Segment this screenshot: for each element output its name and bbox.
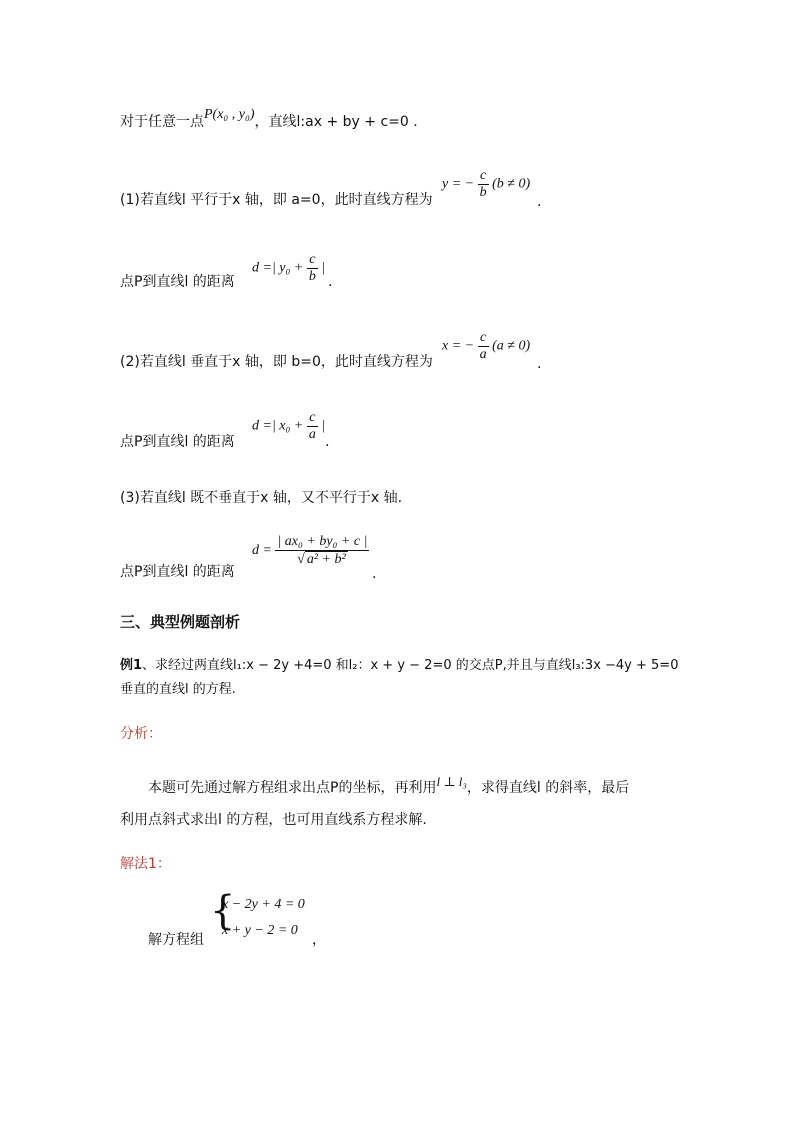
case2-den: a: [479, 347, 487, 362]
example-text-1: 、求经过两直线l₁:x − 2y +4=0 和l₂：x + y − 2=0 的交点P,并且与直线l₃:3x −4y + 5=0: [142, 658, 679, 673]
case2-formula-left: x = −: [442, 338, 475, 354]
equation-1: x − 2y + 4 = 0: [222, 897, 305, 912]
case2-cond: (a ≠ 0): [492, 338, 531, 354]
dist2-den: a: [308, 427, 316, 442]
dist3-left: d =: [252, 543, 272, 559]
perpendicular-formula: l ⊥ l₃: [436, 774, 467, 789]
explanation-line-1: [148, 774, 630, 798]
equation-2: x + y − 2 = 0: [222, 923, 298, 938]
case1-formula-left: y = −: [442, 176, 475, 192]
dist1-line: [120, 272, 235, 292]
analysis-label: 分析：: [120, 726, 162, 742]
case1-end: .: [537, 194, 542, 210]
case3-line: [120, 488, 402, 508]
case2-line: [120, 352, 433, 372]
explanation-b: ，求得直线l 的斜率，最后: [466, 780, 630, 796]
dist1-left: d =| y₀ +: [252, 260, 304, 276]
case1-den: b: [479, 185, 487, 200]
case2-formula: [442, 330, 530, 363]
case1-text: (1)若直线l 平行于x 轴，即 a=0，此时直线方程为: [120, 192, 433, 208]
case3-text: (3)若直线l 既不垂直于x 轴，又不平行于x 轴.: [120, 490, 403, 506]
dist2-left: d =| x₀ +: [252, 418, 304, 434]
example-line-1: [120, 656, 678, 676]
case2-num: c: [478, 330, 489, 347]
point-p: P(x₀ , y₀): [204, 107, 255, 122]
system-prefix: 解方程组: [148, 932, 204, 948]
case1-cond: (b ≠ 0): [492, 176, 531, 192]
case1-num: c: [478, 168, 489, 185]
explanation-a: 本题可先通过解方程组求出点P的坐标，再利用: [148, 780, 437, 796]
dist1-right: |: [321, 260, 326, 276]
dist1-formula: [252, 252, 325, 285]
intro-line: [120, 107, 418, 133]
dist2-text: 点P到直线l 的距离: [120, 434, 235, 450]
dist2-end: .: [325, 434, 330, 450]
dist3-end: .: [372, 566, 377, 582]
dist1-end: .: [328, 274, 333, 290]
dist3-den: a² + b²: [306, 552, 346, 567]
dist3-formula: d = $\frac{\text{| ax₀ + by₀ + c |}}{\text{√ a² + b²}}$: [252, 534, 368, 567]
case2-end: .: [537, 356, 542, 372]
intro-prefix: 对于任意一点: [120, 114, 204, 130]
left-brace: {: [210, 888, 236, 934]
case2-text: (2)若直线l 垂直于x 轴，即 b=0，此时直线方程为: [120, 354, 433, 370]
dist2-formula: [252, 410, 325, 443]
dist2-num: c: [307, 410, 318, 427]
dist1-text: 点P到直线l 的距离: [120, 274, 235, 290]
case1-formula: [442, 168, 530, 201]
explanation-line-2: 利用点斜式求出l 的方程，也可用直线系方程求解.: [120, 812, 427, 828]
dist1-num: c: [307, 252, 318, 269]
example-text-2: 垂直的直线l 的方程.: [120, 682, 236, 697]
system-end: ，: [312, 932, 326, 948]
equation-system: [210, 888, 320, 945]
dist3-num: | ax₀ + by₀ + c |: [277, 534, 368, 549]
dist3-line: [120, 562, 235, 582]
line-equation: ，直线l:ax + by + c=0 .: [254, 114, 418, 130]
dist1-den: b: [308, 269, 316, 284]
example-label: 例1: [120, 658, 143, 673]
section-title: 三、典型例题剖析: [120, 613, 241, 631]
case1-line: [120, 190, 433, 210]
solution-label: 解法1：: [120, 856, 171, 872]
dist3-text: 点P到直线l 的距离: [120, 564, 235, 580]
dist2-right: |: [321, 418, 326, 434]
dist2-line: [120, 432, 235, 452]
